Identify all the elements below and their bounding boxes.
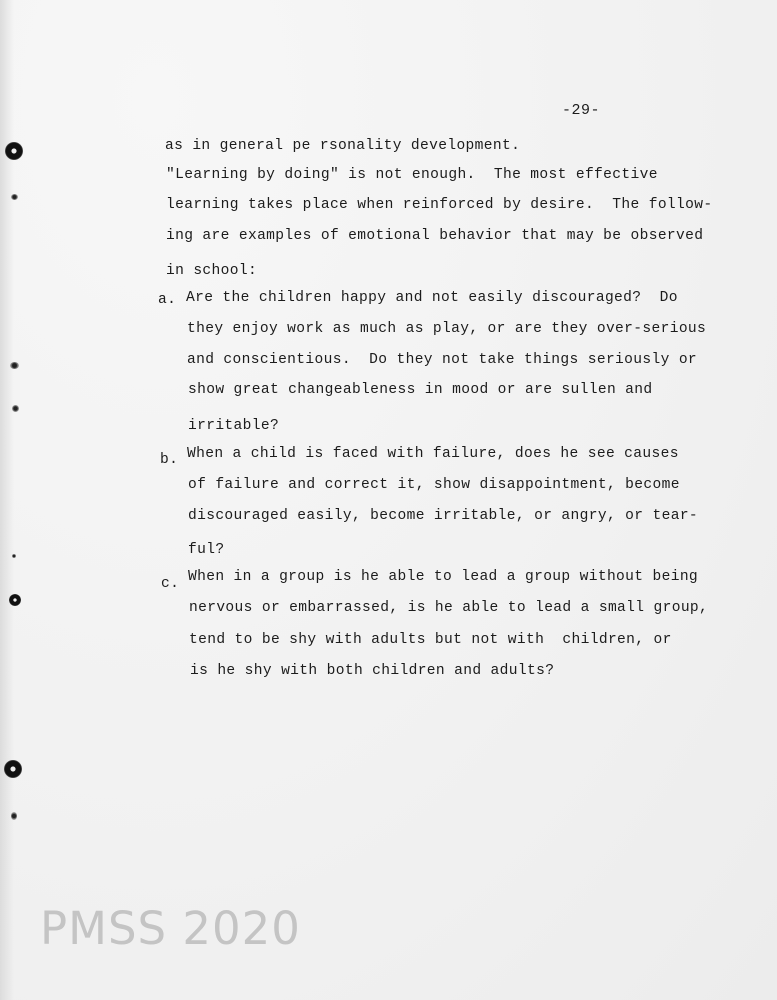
speck-icon — [12, 554, 16, 558]
list-item-line: is he shy with both children and adults? — [190, 663, 555, 679]
list-item-line: they enjoy work as much as play, or are they over-serious — [187, 321, 707, 337]
list-item-line: nervous or embarrassed, is he able to lead a small group, — [189, 600, 709, 616]
speck-icon — [11, 194, 18, 200]
list-marker-b: b. — [160, 452, 179, 468]
page-number: -29- — [562, 102, 601, 119]
intro-line: in school: — [166, 263, 258, 279]
list-item-line: When in a group is he able to lead a group without being — [188, 569, 699, 585]
speck-icon — [11, 812, 17, 820]
list-item-line: irritable? — [188, 418, 280, 434]
list-item-line: Are the children happy and not easily discouraged? Do — [186, 290, 678, 306]
intro-line: ing are examples of emotional behavior that may be observed — [166, 228, 704, 244]
list-item-line: of failure and correct it, show disappointment, become — [188, 477, 680, 493]
list-item-line: and conscientious. Do they not take things seriously or — [187, 352, 698, 368]
list-item-line: show great changeableness in mood or are sullen and — [188, 382, 653, 398]
list-item-line: ful? — [188, 542, 225, 558]
list-marker-c: c. — [161, 576, 180, 592]
watermark: PMSS 2020 — [40, 902, 301, 955]
list-item-line: discouraged easily, become irritable, or angry, or tear- — [188, 508, 699, 524]
binder-hole-icon — [9, 594, 21, 606]
list-marker-a: a. — [158, 292, 177, 308]
intro-line: as in general pe rsonality development. — [165, 138, 521, 154]
speck-icon — [12, 405, 19, 412]
speck-icon — [10, 362, 19, 369]
binder-hole-icon — [4, 760, 22, 778]
binder-hole-icon — [5, 142, 23, 160]
list-item-line: When a child is faced with failure, does he see causes — [187, 446, 679, 462]
intro-line: learning takes place when reinforced by desire. The follow- — [166, 197, 713, 213]
intro-line: "Learning by doing" is not enough. The most effective — [166, 167, 658, 183]
list-item-line: tend to be shy with adults but not with children, or — [189, 632, 672, 648]
